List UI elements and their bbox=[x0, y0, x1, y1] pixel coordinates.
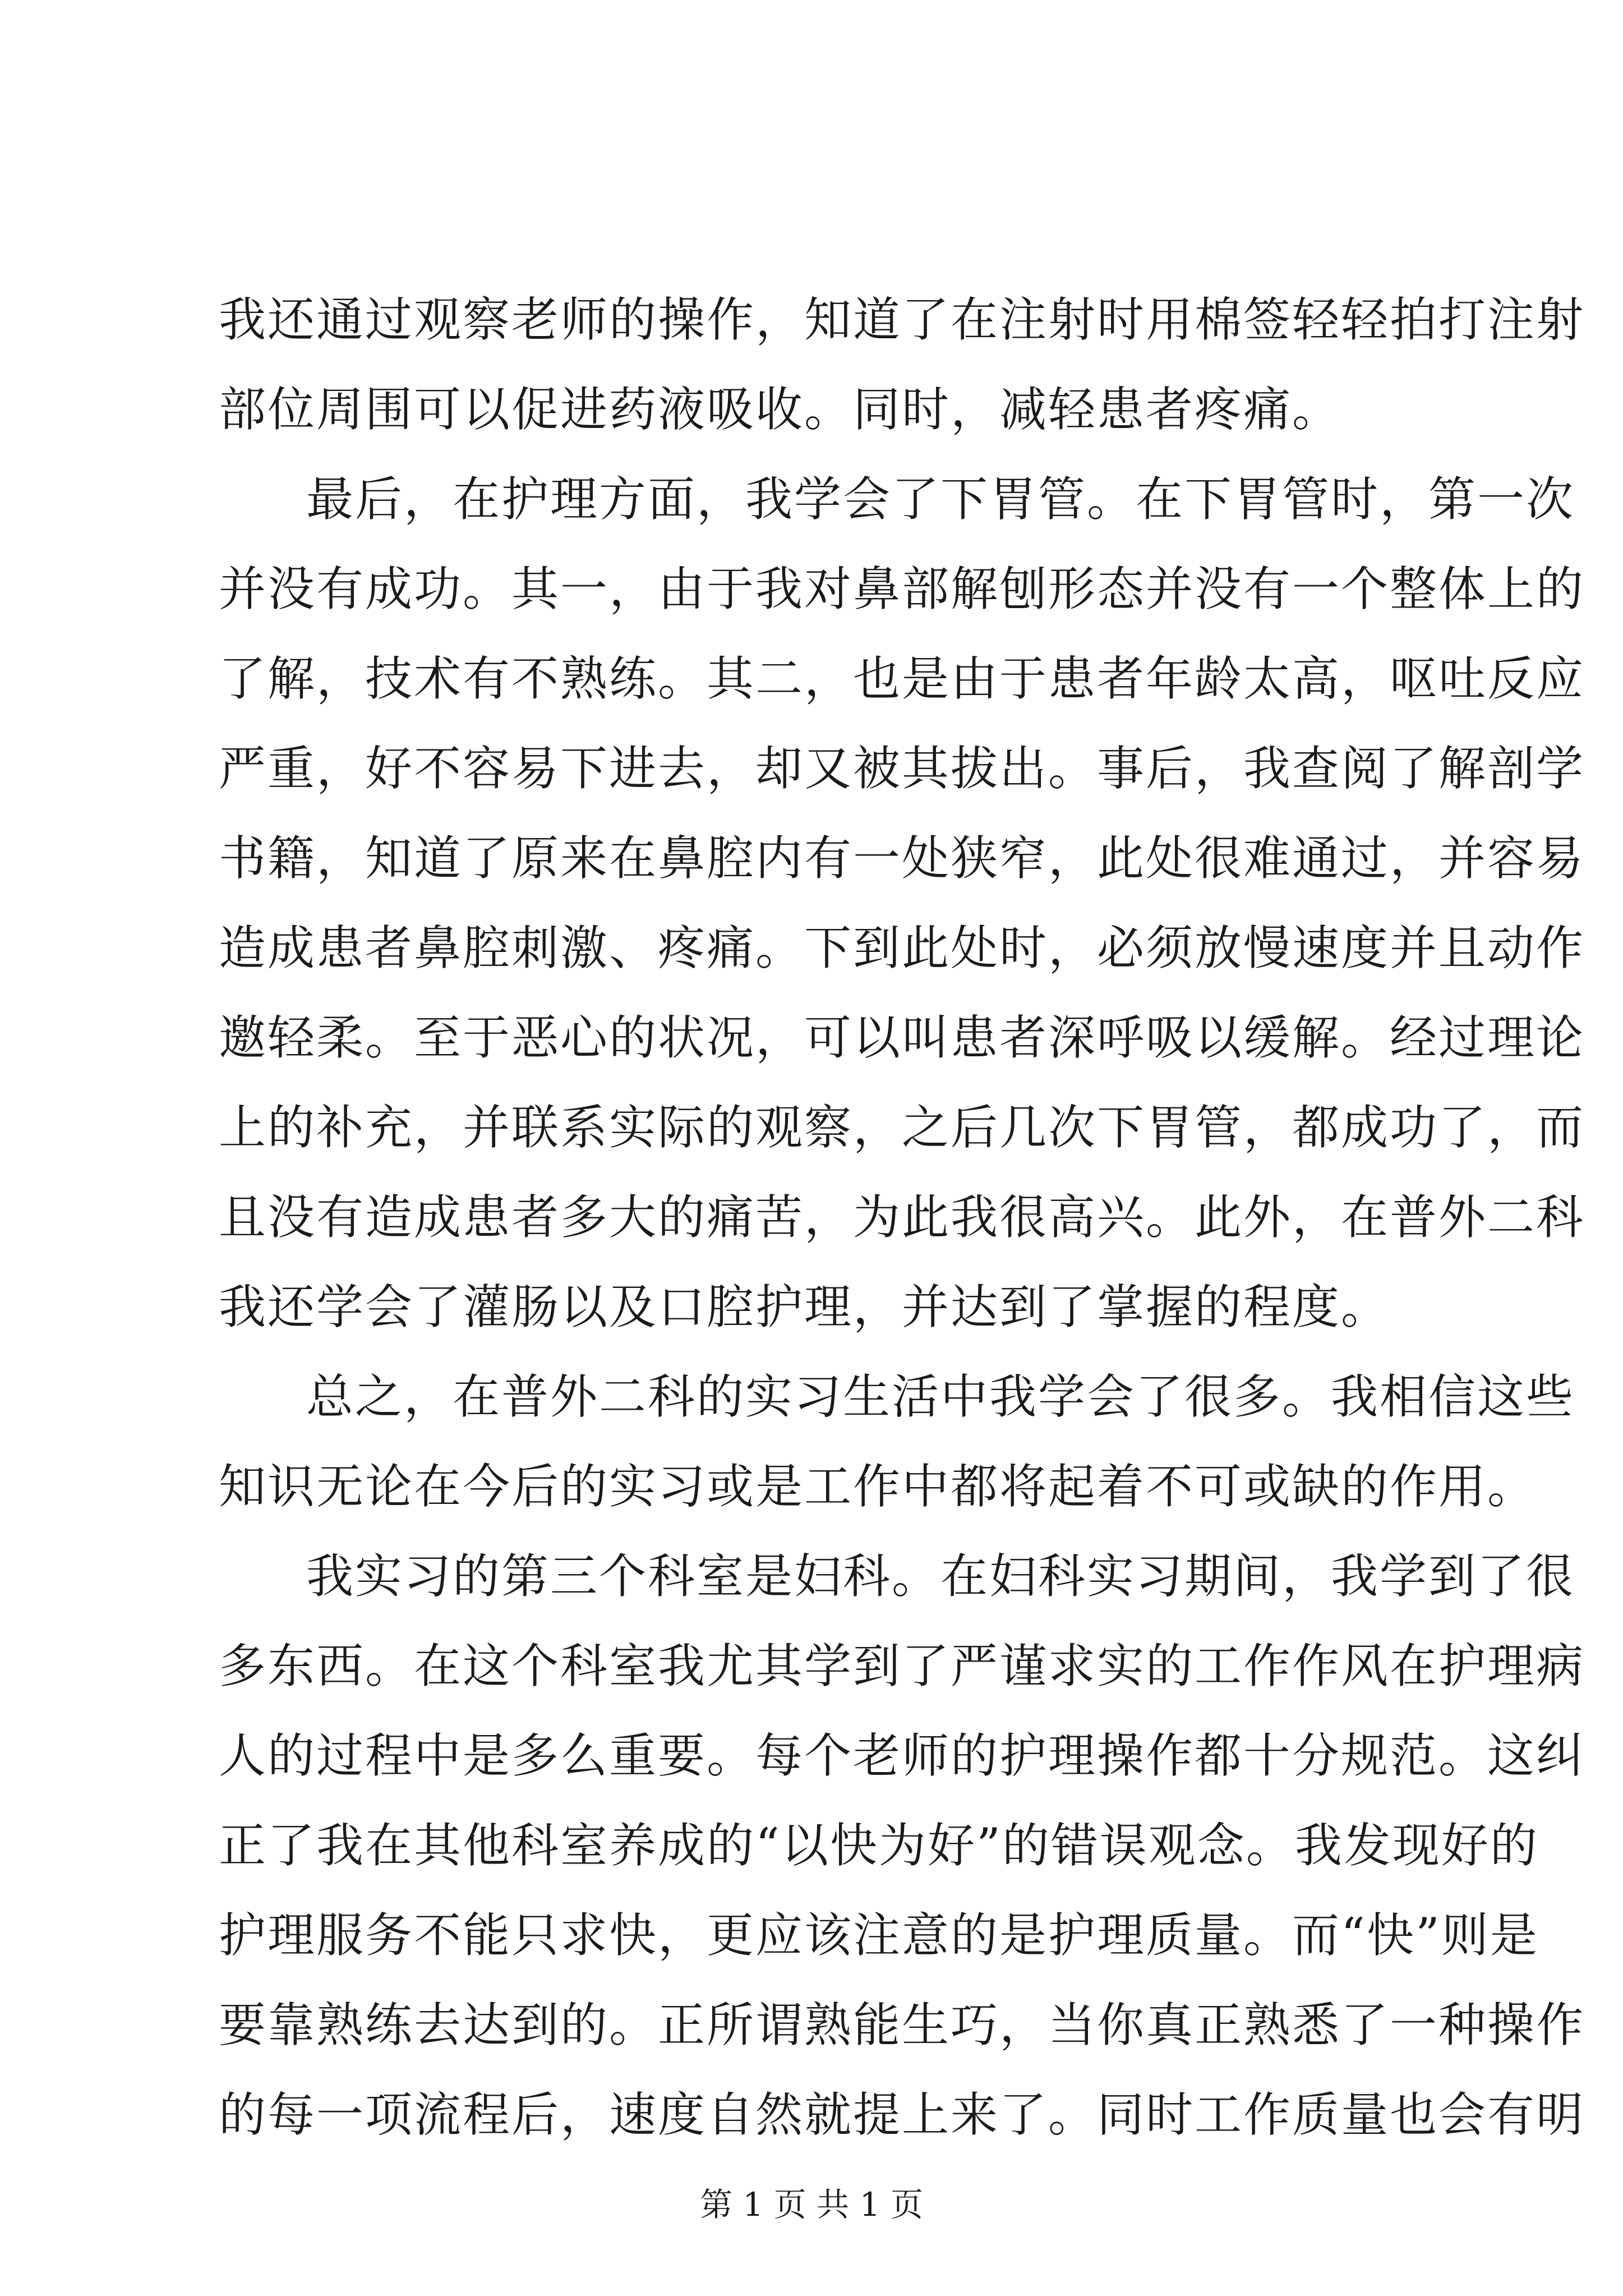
text-line: 严重，好不容易下进去，却又被其拔出。事后，我查阅了解剖学 bbox=[219, 741, 1585, 796]
text-line: 我还学会了灌肠以及口腔护理，并达到了掌握的程度。 bbox=[219, 1280, 1390, 1335]
text-line: 且没有造成患者多大的痛苦，为此我很高兴。此外，在普外二科 bbox=[219, 1190, 1585, 1245]
text-line: 护理服务不能只求快，更应该注意的是护理质量。而“快”则是 bbox=[219, 1908, 1539, 1963]
text-line: 正了我在其他科室养成的“以快为好”的错误观念。我发现好的 bbox=[219, 1818, 1539, 1873]
text-line: 的每一项流程后，速度自然就提上来了。同时工作质量也会有明 bbox=[219, 2087, 1585, 2142]
text-line: 书籍，知道了原来在鼻腔内有一处狭窄，此处很难通过，并容易 bbox=[219, 831, 1585, 886]
text-line: 我实习的第三个科室是妇科。在妇科实习期间，我学到了很 bbox=[306, 1549, 1575, 1604]
text-line: 上的补充，并联系实际的观察，之后几次下胃管，都成功了，而 bbox=[219, 1100, 1585, 1155]
text-line: 多东西。在这个科室我尤其学到了严谨求实的工作作风在护理病 bbox=[219, 1639, 1585, 1694]
page-footer: 第 1 页 共 1 页 bbox=[700, 2185, 923, 2224]
text-line: 了解，技术有不熟练。其二，也是由于患者年龄太高，呕吐反应 bbox=[219, 651, 1585, 706]
text-line: 要靠熟练去达到的。正所谓熟能生巧，当你真正熟悉了一种操作 bbox=[219, 1998, 1585, 2053]
text-line: 人的过程中是多么重要。每个老师的护理操作都十分规范。这纠 bbox=[219, 1728, 1585, 1783]
text-line: 部位周围可以促进药液吸收。同时，减轻患者疼痛。 bbox=[219, 382, 1341, 437]
text-line: 并没有成功。其一，由于我对鼻部解刨形态并没有一个整体上的 bbox=[219, 562, 1585, 616]
text-line: 最后，在护理方面，我学会了下胃管。在下胃管时，第一次 bbox=[306, 472, 1575, 527]
text-line: 总之，在普外二科的实习生活中我学会了很多。我相信这些 bbox=[306, 1369, 1575, 1424]
text-line: 邀轻柔。至于恶心的状况，可以叫患者深呼吸以缓解。经过理论 bbox=[219, 1010, 1585, 1065]
text-line: 造成患者鼻腔刺激、疼痛。下到此处时，必须放慢速度并且动作 bbox=[219, 921, 1585, 976]
text-line: 知识无论在今后的实习或是工作中都将起着不可或缺的作用。 bbox=[219, 1459, 1537, 1514]
text-line: 我还通过观察老师的操作，知道了在注射时用棉签轻轻拍打注射 bbox=[219, 292, 1585, 347]
